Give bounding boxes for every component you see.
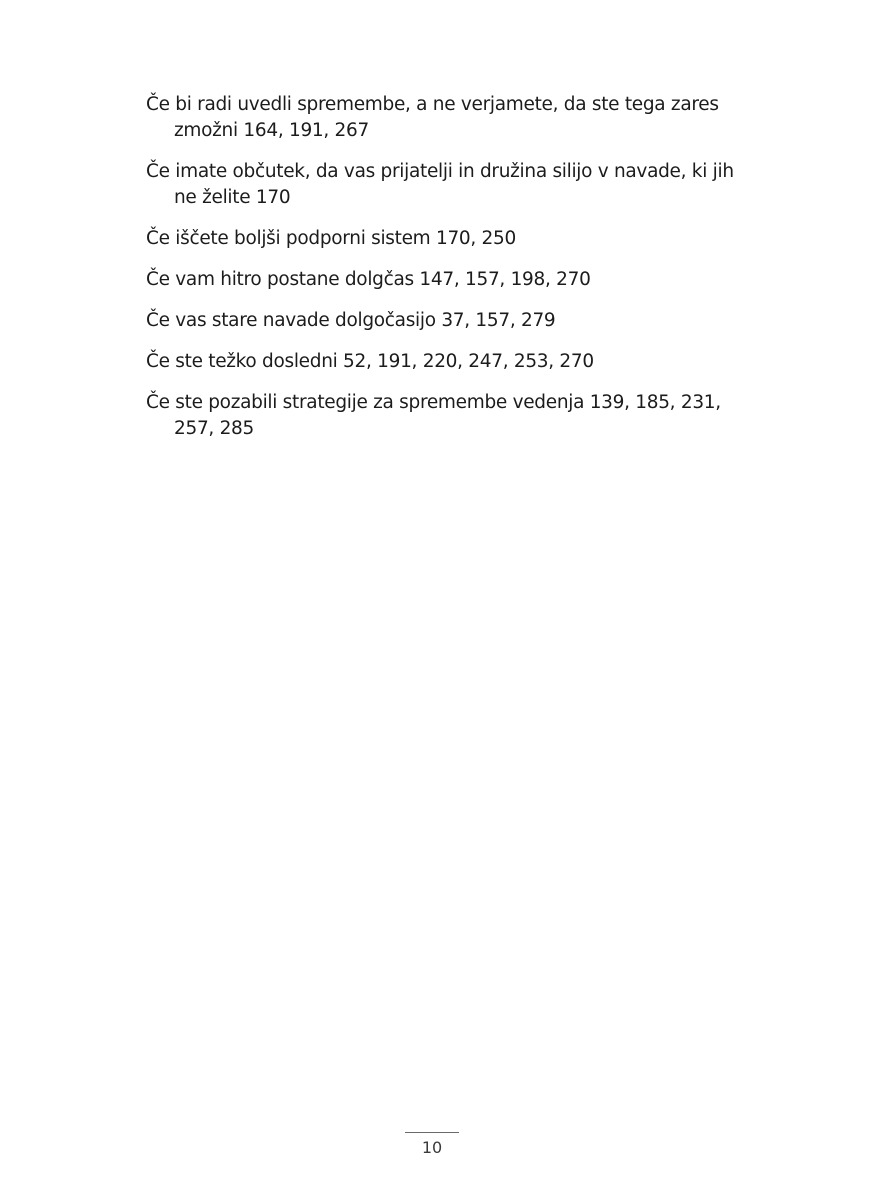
index-entry: Če vam hitro postane dolgčas 147, 157, 198, 270 bbox=[146, 269, 591, 290]
index-entry: Če vas stare navade dolgočasijo 37, 157, 279 bbox=[146, 310, 556, 331]
index-entry: Če imate občutek, da vas prijatelji in družina silijo v navade, ki jih ne želite 170 bbox=[146, 161, 734, 208]
footer-divider bbox=[405, 1132, 459, 1133]
index-entry: Če iščete boljši podporni sistem 170, 250 bbox=[146, 228, 516, 249]
page-number: 10 bbox=[421, 1138, 443, 1157]
index-entry: Če bi radi uvedli spremembe, a ne verjamete, da ste tega zares zmožni 164, 191, 267 bbox=[146, 94, 719, 141]
index-list bbox=[146, 92, 746, 457]
index-entry: Če ste pozabili strategije za spremembe vedenja 139, 185, 231, 257, 285 bbox=[146, 392, 721, 439]
index-entry: Če ste težko dosledni 52, 191, 220, 247, 253, 270 bbox=[146, 351, 594, 372]
